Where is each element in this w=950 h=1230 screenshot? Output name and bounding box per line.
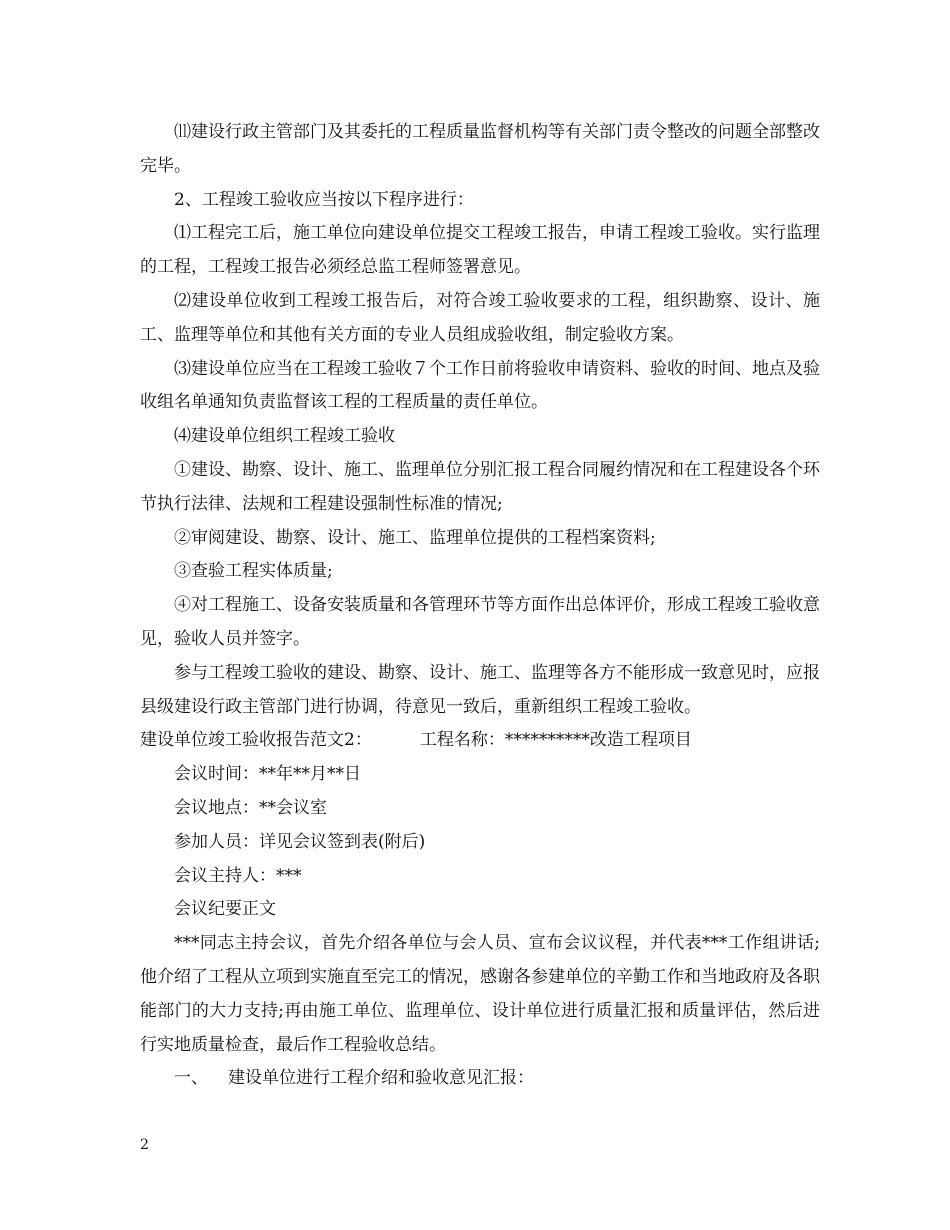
meeting-minutes-title: 会议纪要正文 (174, 899, 276, 920)
meeting-host: 会议主持人：*** (174, 865, 302, 886)
section-title: 建设单位进行工程介绍和验收意见汇报： (228, 1068, 534, 1089)
paragraph-step-3: ⑶建设单位应当在工程竣工验收７个工作日前将验收申请资料、验收的时间、地点及验收组名单通知负责监督该工程的工程质量的责任单位。 (140, 358, 820, 413)
meeting-location: 会议地点：**会议室 (174, 797, 327, 818)
paragraph-item-3: ③查验工程实体质量; (174, 561, 333, 582)
section-number: 一、 (174, 1068, 208, 1089)
paragraph-step-1: ⑴工程完工后，施工单位向建设单位提交工程竣工报告，申请工程竣工验收。实行监理的工程，工程竣工报告必须经总监工程师签署意见。 (140, 223, 820, 278)
paragraph-disagreement: 参与工程竣工验收的建设、勘察、设计、施工、监理等各方不能形成一致意见时，应报县级建设行政主管部门进行协调，待意见一致后，重新组织工程竣工验收。 (140, 662, 820, 717)
page-number: 2 (140, 1137, 149, 1153)
meeting-time: 会议时间：**年**月**日 (174, 764, 361, 785)
paragraph-step-2: ⑵建设单位收到工程竣工报告后，对符合竣工验收要求的工程，组织勘察、设计、施工、监理等单位和其他有关方面的专业人员组成验收组，制定验收方案。 (140, 290, 820, 345)
report-title: 建设单位竣工验收报告范文2： (140, 730, 372, 751)
paragraph-rectification-complete: ⑾建设行政主管部门及其委托的工程质量监督机构等有关部门责令整改的问题全部整改完毕。 (140, 122, 820, 176)
section-heading-1 (140, 1062, 820, 1096)
meeting-body-paragraph: ***同志主持会议，首先介绍各单位与会人员、宣布会议议程，并代表***工作组讲话;他介绍了工程从立项到实施直至完工的情况，感谢各参建单位的辛勤工作和当地政府及各职能部门的大力支持;再由施工单位、监理单位、设计单位进行质量汇报和质量评估，然后进行实地质量检查，最后作工程验收总结。 (140, 933, 820, 1055)
report-heading-line (140, 724, 820, 758)
paragraph-step-4: ⑷建设单位组织工程竣工验收 (174, 426, 395, 447)
paragraph-item-4: ④对工程施工、设备安装质量和各管理环节等方面作出总体评价，形成工程竣工验收意见，验收人员并签字。 (140, 595, 820, 649)
paragraph-item-1: ①建设、勘察、设计、施工、监理单位分别汇报工程合同履约情况和在工程建设各个环节执行法律、法规和工程建设强制性标准的情况; (140, 459, 820, 514)
document-body (140, 116, 820, 1096)
paragraph-item-2: ②审阅建设、勘察、设计、施工、监理单位提供的工程档案资料; (174, 527, 656, 548)
meeting-attendees: 参加人员：详见会议签到表(附后) (174, 831, 426, 852)
project-name: 工程名称：**********改造工程项目 (419, 730, 692, 751)
paragraph-procedure-heading: 2、工程竣工验收应当按以下程序进行： (174, 189, 474, 210)
